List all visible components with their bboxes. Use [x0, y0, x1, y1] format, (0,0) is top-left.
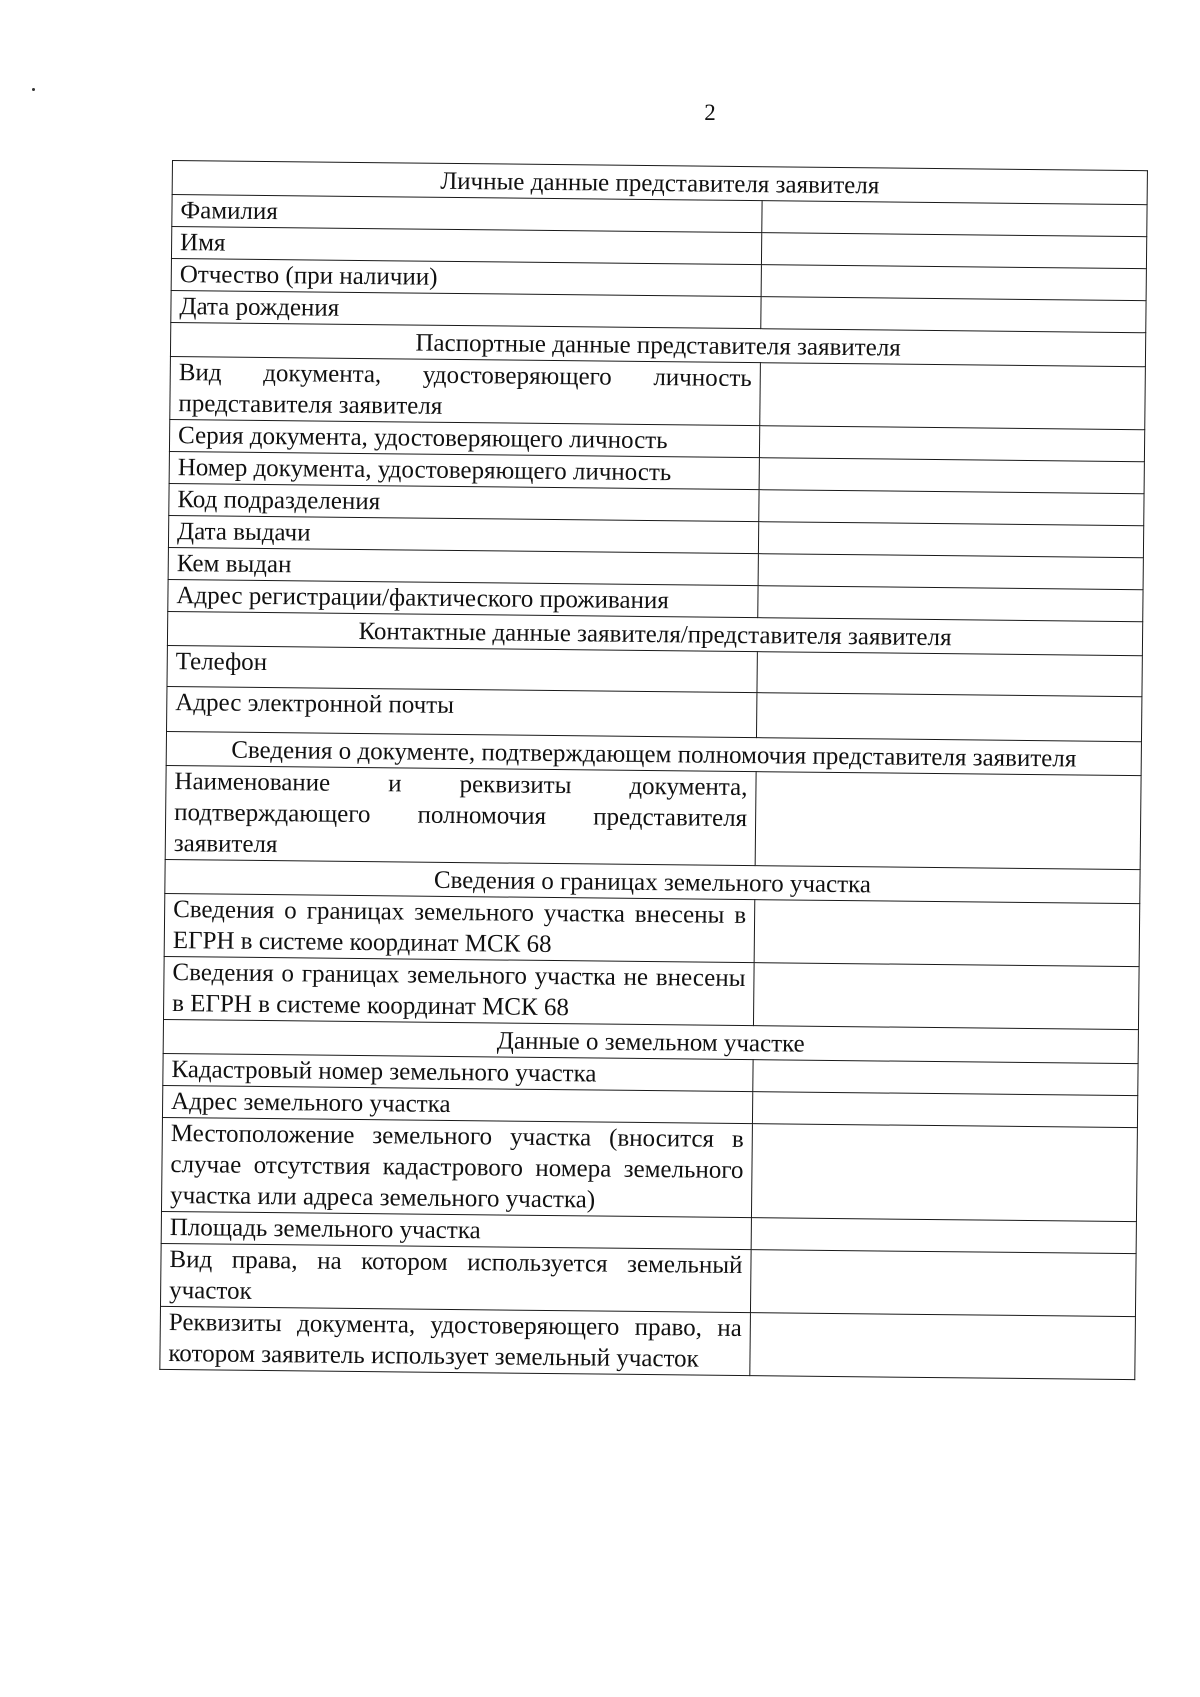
field-label: Местоположение земельного участка (вносится в случае отсутствия кадастрового номера земельного участка или адреса земельного участка): [161, 1117, 752, 1217]
field-label: Кем выдан: [168, 547, 758, 585]
form-row-boundaries-entered: [164, 893, 1140, 966]
section-title: Личные данные представителя заявителя: [172, 161, 1147, 205]
field-value[interactable]: [756, 693, 1141, 742]
section-title: Сведения о документе, подтверждающем полномочия представителя заявителя: [166, 731, 1141, 775]
field-label: Площадь земельного участка: [161, 1211, 751, 1249]
field-label: Номер документа, удостоверяющего личность: [169, 451, 759, 489]
field-value[interactable]: [750, 1250, 1136, 1317]
form-row-right-type: [160, 1243, 1136, 1316]
field-value[interactable]: [755, 772, 1141, 870]
field-value[interactable]: [753, 963, 1139, 1030]
field-value[interactable]: [751, 1218, 1136, 1254]
field-value[interactable]: [759, 426, 1144, 462]
section-title: Сведения о границах земельного участка: [165, 859, 1140, 903]
field-label: Дата выдачи: [168, 515, 758, 553]
field-value[interactable]: [761, 297, 1146, 333]
form-row-document-type: [170, 356, 1146, 429]
form-row-boundaries-not-entered: [163, 956, 1139, 1029]
field-value[interactable]: [754, 900, 1140, 967]
field-value[interactable]: [762, 201, 1147, 237]
field-label: Фамилия: [172, 195, 762, 233]
field-label: Телефон: [167, 645, 757, 692]
field-label: Вид документа, удостоверяющего личность представителя заявителя: [170, 356, 761, 425]
field-value[interactable]: [758, 522, 1143, 558]
field-label: Сведения о границах земельного участка внесены в ЕГРН в системе координат МСК 68: [164, 893, 755, 962]
field-label: Отчество (при наличии): [171, 258, 761, 296]
field-label: Адрес регистрации/фактического проживания: [168, 579, 758, 617]
section-title: Данные о земельном участке: [163, 1019, 1138, 1063]
field-value[interactable]: [750, 1313, 1136, 1380]
scan-speck: [32, 88, 35, 91]
page-number: 2: [704, 100, 716, 125]
field-label: Вид права, на котором используется земельный участок: [160, 1243, 751, 1312]
field-value[interactable]: [759, 490, 1144, 526]
field-label: Наименование и реквизиты документа, подтверждающего полномочия представителя заявителя: [165, 765, 756, 865]
application-form-table: [159, 160, 1148, 1380]
field-value[interactable]: [759, 458, 1144, 494]
form-row-plot-location: [161, 1117, 1137, 1221]
field-label: Адрес земельного участка: [162, 1085, 752, 1123]
field-label: Адрес электронной почты: [167, 686, 757, 737]
field-label: Код подразделения: [169, 483, 759, 521]
field-label: Реквизиты документа, удостоверяющего право, на котором заявитель использует земельный участок: [160, 1306, 751, 1375]
field-label: Имя: [171, 227, 761, 265]
form-row-right-document: [160, 1306, 1136, 1379]
field-label: Сведения о границах земельного участка не внесены в ЕГРН в системе координат МСК 68: [163, 956, 754, 1025]
field-value[interactable]: [761, 265, 1146, 301]
field-value[interactable]: [760, 363, 1146, 430]
field-value[interactable]: [751, 1124, 1137, 1222]
field-label: Кадастровый номер земельного участка: [163, 1053, 753, 1091]
field-label: Серия документа, удостоверяющего личность: [169, 419, 759, 457]
field-value[interactable]: [757, 652, 1142, 697]
field-value[interactable]: [758, 554, 1143, 590]
section-title: Контактные данные заявителя/представителя заявителя: [167, 611, 1142, 655]
form-row-authority-document: [165, 765, 1141, 869]
section-title: Паспортные данные представителя заявителя: [170, 322, 1145, 366]
field-label: Дата рождения: [171, 290, 761, 328]
field-value[interactable]: [761, 233, 1146, 269]
field-value[interactable]: [753, 1060, 1138, 1096]
field-value[interactable]: [752, 1092, 1137, 1128]
field-value[interactable]: [758, 586, 1143, 622]
